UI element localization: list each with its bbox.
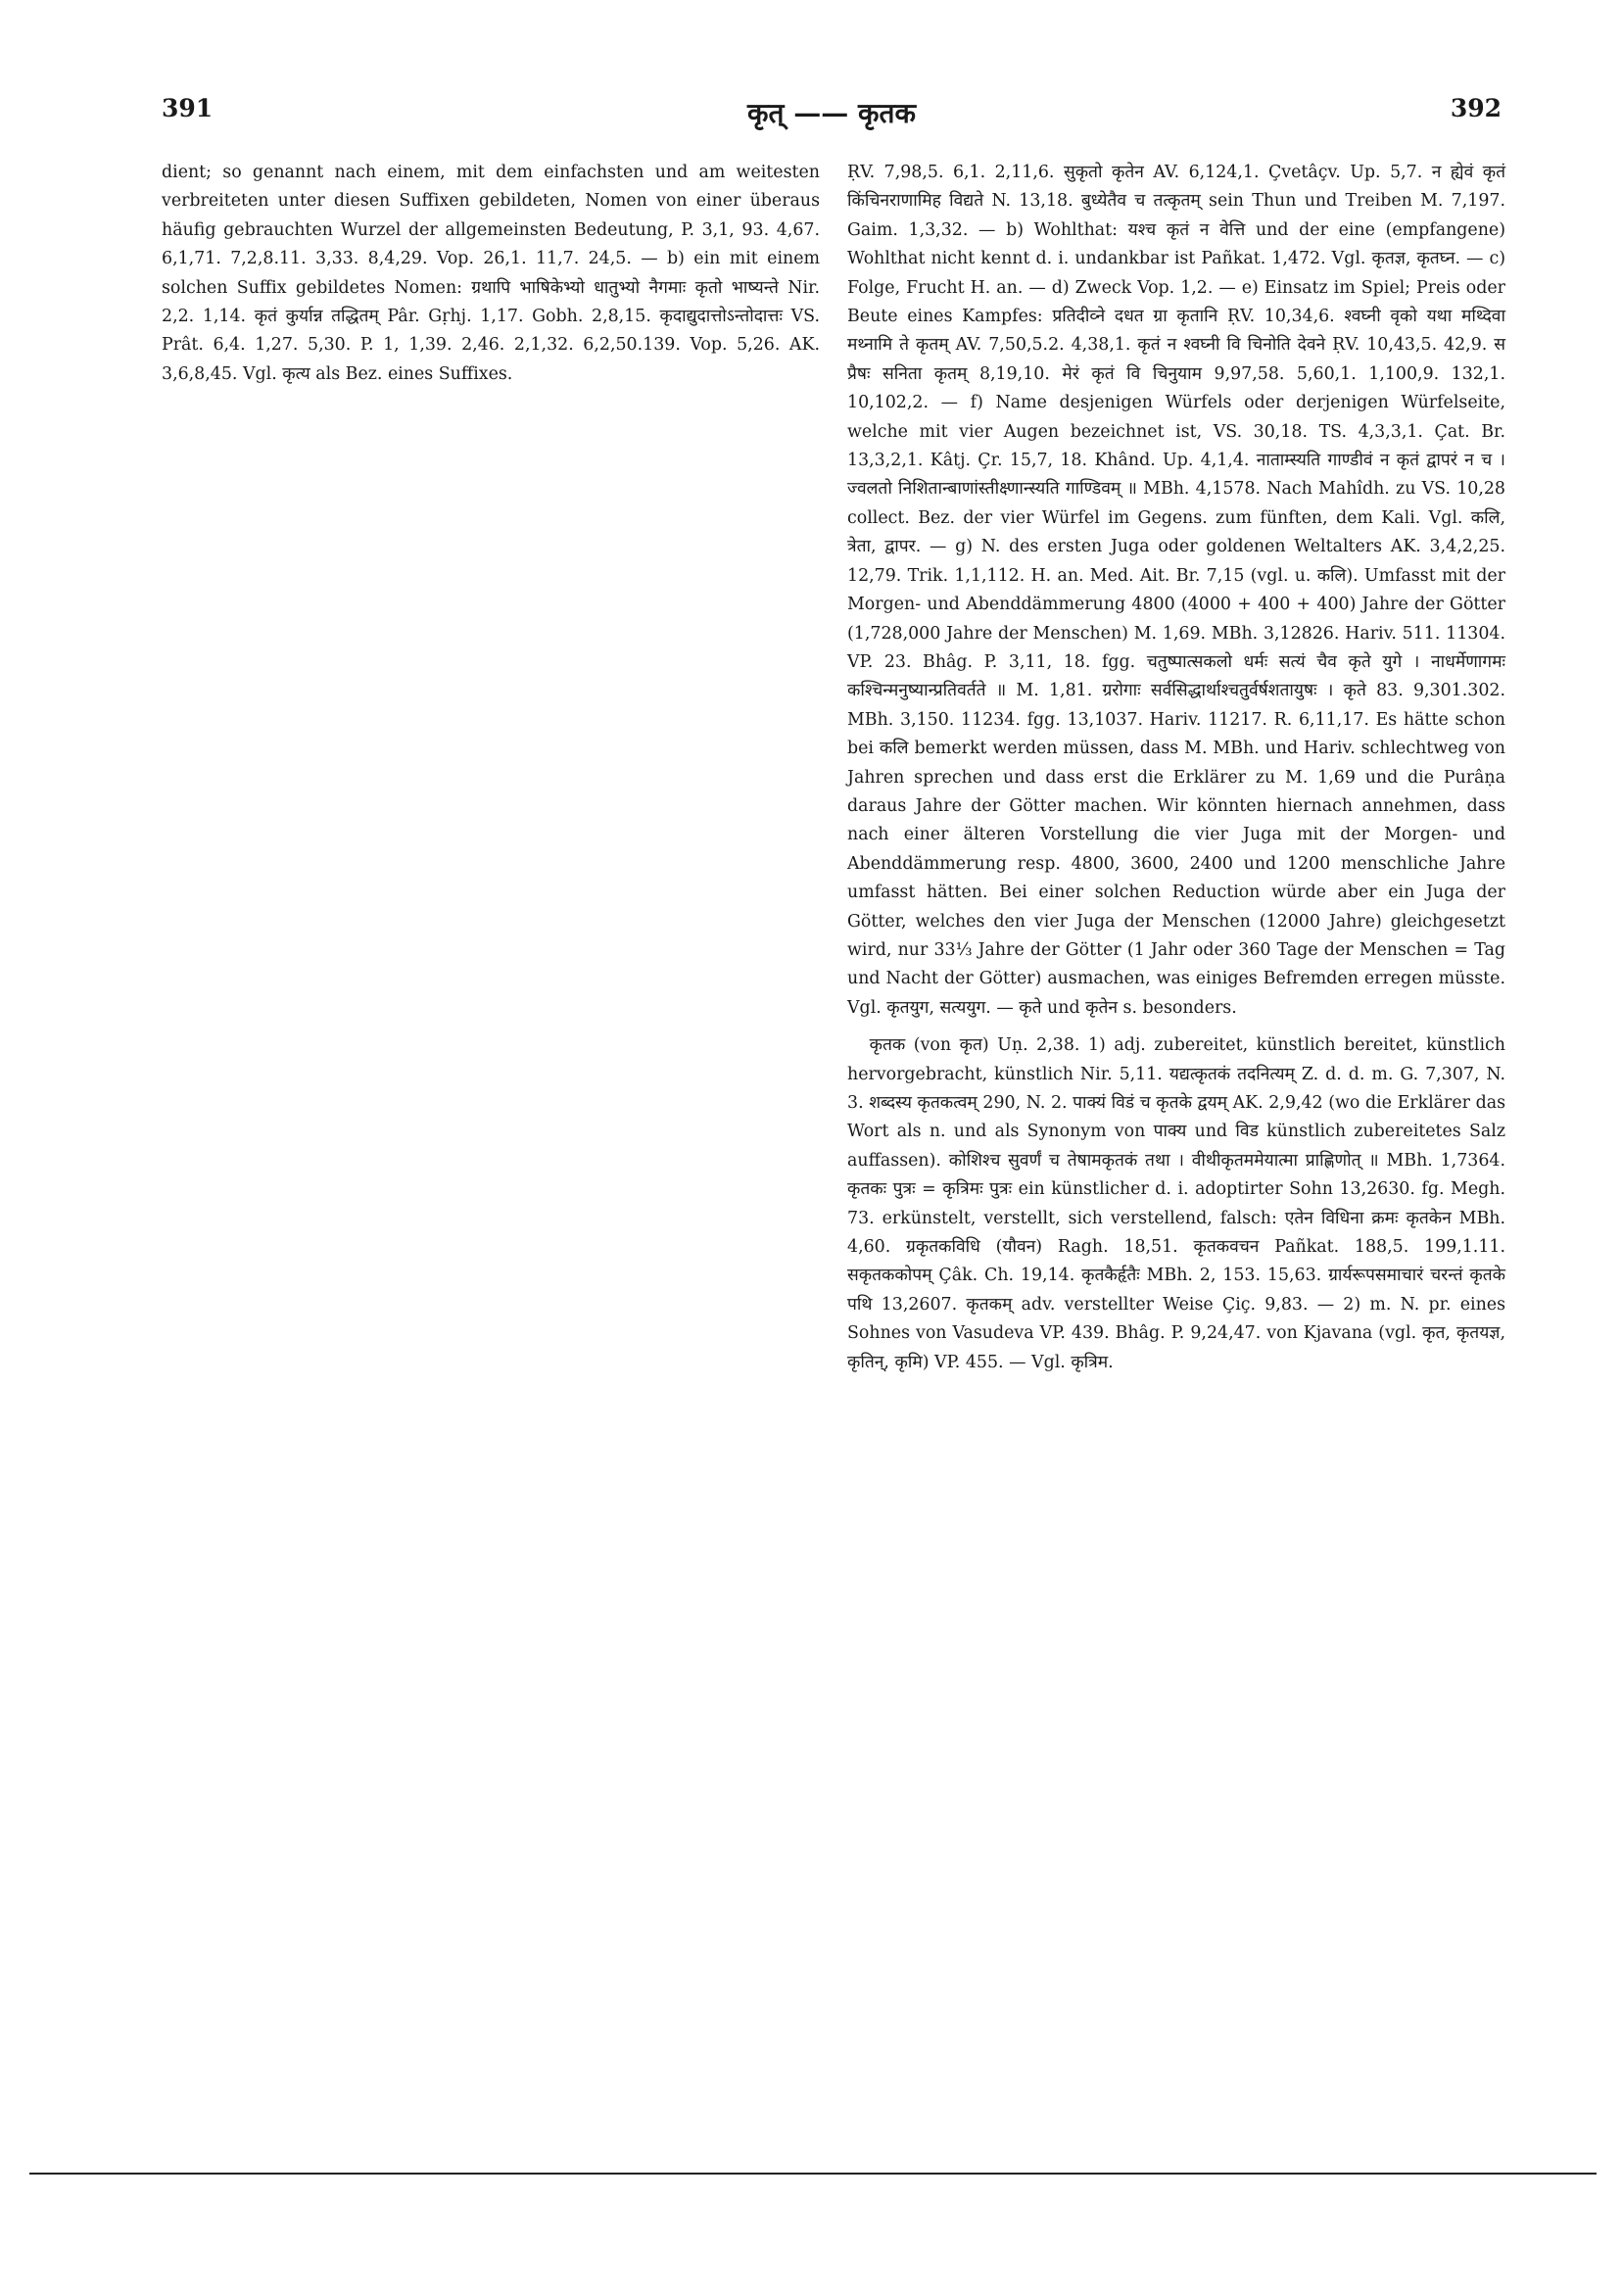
running-title: कृत् —— कृतक	[747, 97, 916, 129]
paragraph: कृतक (von कृत) Uṇ. 2,38. 1) adj. zubereitet, künstlich bereitet, künstlich hervorgebracht, künstlich Nir. 5,11. यद्यत्कृतकं तदनित्यम् Z. d. d. m. G. 7,307, N. 3. शब्दस्य कृतकत्वम् 290, N. 2. पाक्यं विडं च कृतके द्वयम् AK. 2,9,42 (wo die Erklärer das Wort als n. und als Synonym von पाक्य und विड künstlich zubereitetes Salz auffassen). कोशिश्च सुवर्णं च तेषामकृतकं तथा । वीथीकृतममेयात्मा प्राह्णिणोत् ॥ MBh. 1,7364. कृतकः पुत्रः = कृत्रिमः पुत्रः ein künstlicher d. i. adoptirter Sohn 13,2630. fg. Megh. 73. erkünstelt, verstellt, sich verstellend, falsch: एतेन विधिना क्रमः कृतकेन MBh. 4,60. ग्रकृतकविधि (यौवन) Ragh. 18,51. कृतकवचन Pañkat. 188,5. 199,1.11. सकृतककोपम् Çâk. Ch. 19,14. कृतकैर्हृतैः MBh. 2, 153. 15,63. ग्रार्यरूपसमाचारं चरन्तं कृतके पथि 13,2607. कृतकम् adv. verstellter Weise Çiç. 9,83. — 2) m. N. pr. eines Sohnes von Vasudeva VP. 439. Bhâg. P. 9,24,47. von Kjavana (vgl. कृत, कृतयज्ञ, कृतिन्, कृमि) VP. 455. — Vgl. कृत्रिम.	[847, 1035, 1505, 1372]
page-number-right: 392	[1450, 94, 1502, 122]
paragraph: dient; so genannt nach einem, mit dem einfachsten und am weitesten verbreiteten unter diesen Suffixen gebildeten, Nomen von einer überaus häufig gebrauchten Wurzel der allgemeinsten Bedeutung, P. 3,1, 93. 4,67. 6,1,71. 7,2,8.11. 3,33. 8,4,29. Vop. 26,1. 11,7. 24,5. — b) ein mit einem solchen Suffix gebildetes Nomen: ग्रथापि भाषिकेभ्यो धातुभ्यो नैगमाः कृतो भाष्यन्ते Nir. 2,2. 1,14. कृतं कुर्यान्न तद्धितम् Pâr. Gṛhj. 1,17. Gobh. 2,8,15. कृदाद्युदात्तोऽन्तोदात्तः VS. Prât. 6,4. 1,27. 5,30. P. 1, 1,39. 2,46. 2,1,32. 6,2,50.139. Vop. 5,26. AK. 3,6,8,45. Vgl. कृत्य als Bez. eines Suffixes.	[162, 163, 820, 384]
page-header	[162, 94, 1502, 137]
footer-rule	[29, 2173, 1597, 2175]
page-number-left: 391	[162, 94, 214, 122]
paragraph: ṚV. 7,98,5. 6,1. 2,11,6. सुकृतो कृतेन AV. 6,124,1. Çvetâçv. Up. 5,7. न ह्येवं कृतं किंचिनराणामिह विद्यते N. 13,18. बुध्येतैव च तत्कृतम् sein Thun und Treiben M. 7,197. Gaim. 1,3,32. — b) Wohlthat: यश्च कृतं न वेत्ति und der eine (empfangene) Wohlthat nicht kennt d. i. undankbar ist Pañkat. 1,472. Vgl. कृतज्ञ, कृतघ्न. — c) Folge, Frucht H. an. — d) Zweck Vop. 1,2. — e) Einsatz im Spiel; Preis oder Beute eines Kampfes: प्रतिदीव्ने दधत ग्रा कृतानि ṚV. 10,34,6. श्वघ्नी वृको यथा मथ्दिवा मथ्नामि ते कृतम् AV. 7,50,5.2. 4,38,1. कृतं न श्वघ्नी वि चिनोति देवने ṚV. 10,43,5. 42,9. स प्रैषः सनिता कृतम् 8,19,10. मेरं कृतं वि चिनुयाम 9,97,58. 5,60,1. 1,100,9. 132,1. 10,102,2. — f) Name desjenigen Würfels oder derjenigen Würfelseite, welche mit vier Augen bezeichnet ist, VS. 30,18. TS. 4,3,3,1. Çat. Br. 13,3,2,1. Kâtj. Çr. 15,7, 18. Khând. Up. 4,1,4. नाताम्स्यति गाण्डीवं न कृतं द्वापरं न च । ज्वलतो निशितान्बाणांस्तीक्ष्णान्स्यति गाण्डिवम् ॥ MBh. 4,1578. Nach Mahîdh. zu VS. 10,28 collect. Bez. der vier Würfel im Gegens. zum fünften, dem Kali. Vgl. कलि, त्रेता, द्वापर. — g) N. des ersten Juga oder goldenen Weltalters AK. 3,4,2,25. 12,79. Trik. 1,1,112. H. an. Med. Ait. Br. 7,15 (vgl. u. कलि). Umfasst mit der Morgen- und Abenddämmerung 4800 (4000 + 400 + 400) Jahre der Götter (1,728,000 Jahre der Menschen) M. 1,69. MBh. 3,12826. Hariv. 511. 11304. VP. 23. Bhâg. P. 3,11, 18. fgg. चतुष्पात्सकलो धर्मः सत्यं चैव कृते युगे । नाधर्मेणागमः कश्चिन्मनुष्यान्प्रतिवर्तते ॥ M. 1,81. ग्ररोगाः सर्वसिद्धार्थाश्चतुर्वर्षशतायुषः । कृते 83. 9,301.302. MBh. 3,150. 11234. fgg. 13,1037. Hariv. 11217. R. 6,11,17. Es hätte schon bei कलि bemerkt werden müssen, dass M. MBh. und Hariv. schlechtweg von Jahren sprechen und dass erst die Erklärer zu M. 1,69 und die Purâṇa daraus Jahre der Götter machen. Wir könnten hiernach annehmen, dass nach einer älteren Vorstellung die vier Juga mit der Morgen- und Abenddämmerung resp. 4800, 3600, 2400 und 1200 menschliche Jahre umfasst hätten. Bei einer solchen Reduction würde aber ein Juga der Götter, welches den vier Juga der Menschen (12000 Jahre) gleichgesetzt wird, nur 33⅓ Jahre der Götter (1 Jahr oder 360 Tage der Menschen = Tag und Nacht der Götter) ausmachen, was einiges Befremden erregen müsste. Vgl. कृतयुग, सत्ययुग. — कृते und कृतेन s. besonders.	[847, 163, 1505, 1018]
right-column	[847, 159, 1505, 1386]
left-column	[162, 159, 820, 398]
